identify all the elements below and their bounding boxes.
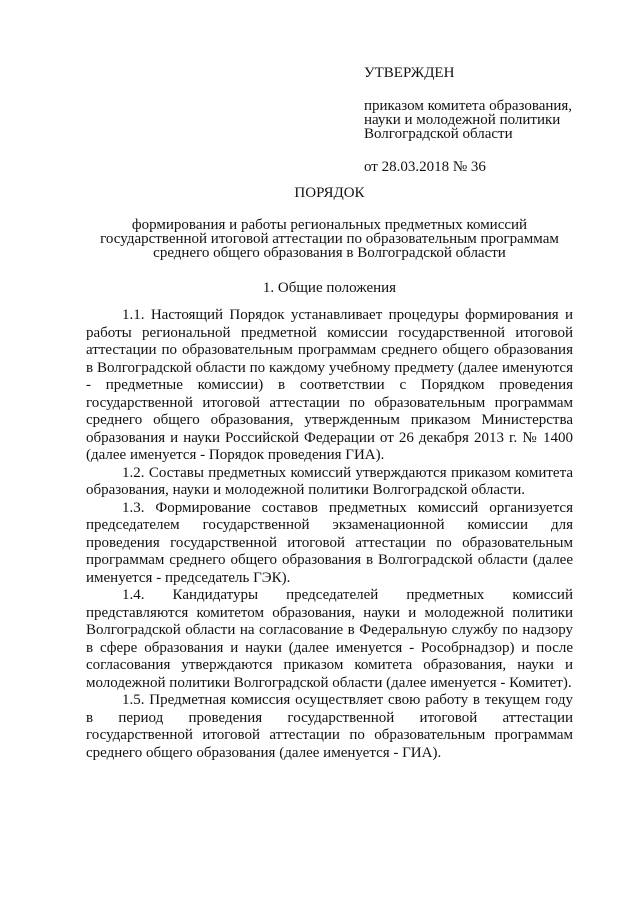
subtitle-line: государственной итоговой аттестации по образовательным программам (100, 231, 559, 247)
approval-issuer (364, 99, 604, 141)
subtitle-line: формирования и работы региональных предметных комиссий (131, 217, 528, 233)
paragraph-1-1: 1.1. Настоящий Порядок устанавливает процедуры формирования и работы региональной предметной комиссии государственной итоговой аттестации по образовательным программам среднего общего образования в Волгоградской области по каждому учебному предмету (далее именуются - предметные комиссии) в соответствии с Порядком проведения государственной итоговой аттестации по образовательным программам среднего общего образования, утвержденным приказом Министерства образования и науки Российской Федерации от 26 декабря 2013 г. № 1400 (далее именуется - Порядок проведения ГИА). (86, 307, 573, 463)
subtitle-line: среднего общего образования в Волгоградской области (153, 245, 506, 261)
issuer-line: науки и молодежной политики (364, 112, 561, 128)
paragraph-1-2: 1.2. Составы предметных комиссий утверждаются приказом комитета образования, науки и молодежной политики Волгоградской области. (86, 464, 573, 498)
document-title-block (86, 186, 573, 275)
section-heading: 1. Общие положения (262, 280, 397, 296)
approval-stamp (364, 66, 604, 174)
approved-label: УТВЕРЖДЕН (364, 65, 455, 81)
paragraph-1-3: 1.3. Формирование составов предметных комиссий организуется председателем государственной экзаменационной комиссии для проведения государственной итоговой аттестации по образовательным программам среднего общего образования в Волгоградской области (далее именуется - председатель ГЭК). (86, 499, 573, 586)
issuer-line: Волгоградской области (364, 126, 513, 142)
section-body (86, 307, 573, 762)
approval-date: от 28.03.2018 № 36 (364, 159, 486, 175)
paragraph-1-4: 1.4. Кандидатуры председателей предметных комиссий представляются комитетом образования, науки и молодежной политики Волгоградской области на согласование в Федеральную службу по надзору в сфере образования и науки (далее именуется - Рособрнадзор) и после согласования утверждаются приказом комитета образования, науки и молодежной политики Волгоградской области (далее именуется - Комитет). (86, 587, 573, 691)
issuer-line: приказом комитета образования, (364, 98, 573, 114)
document-subtitle (86, 218, 573, 260)
document-title: ПОРЯДОК (294, 185, 365, 201)
paragraph-1-5: 1.5. Предметная комиссия осуществляет свою работу в текущем году в период проведения государственной итоговой аттестации государственной итоговой аттестации по образовательным программам среднего общего образования (далее именуется - ГИА). (86, 692, 573, 761)
